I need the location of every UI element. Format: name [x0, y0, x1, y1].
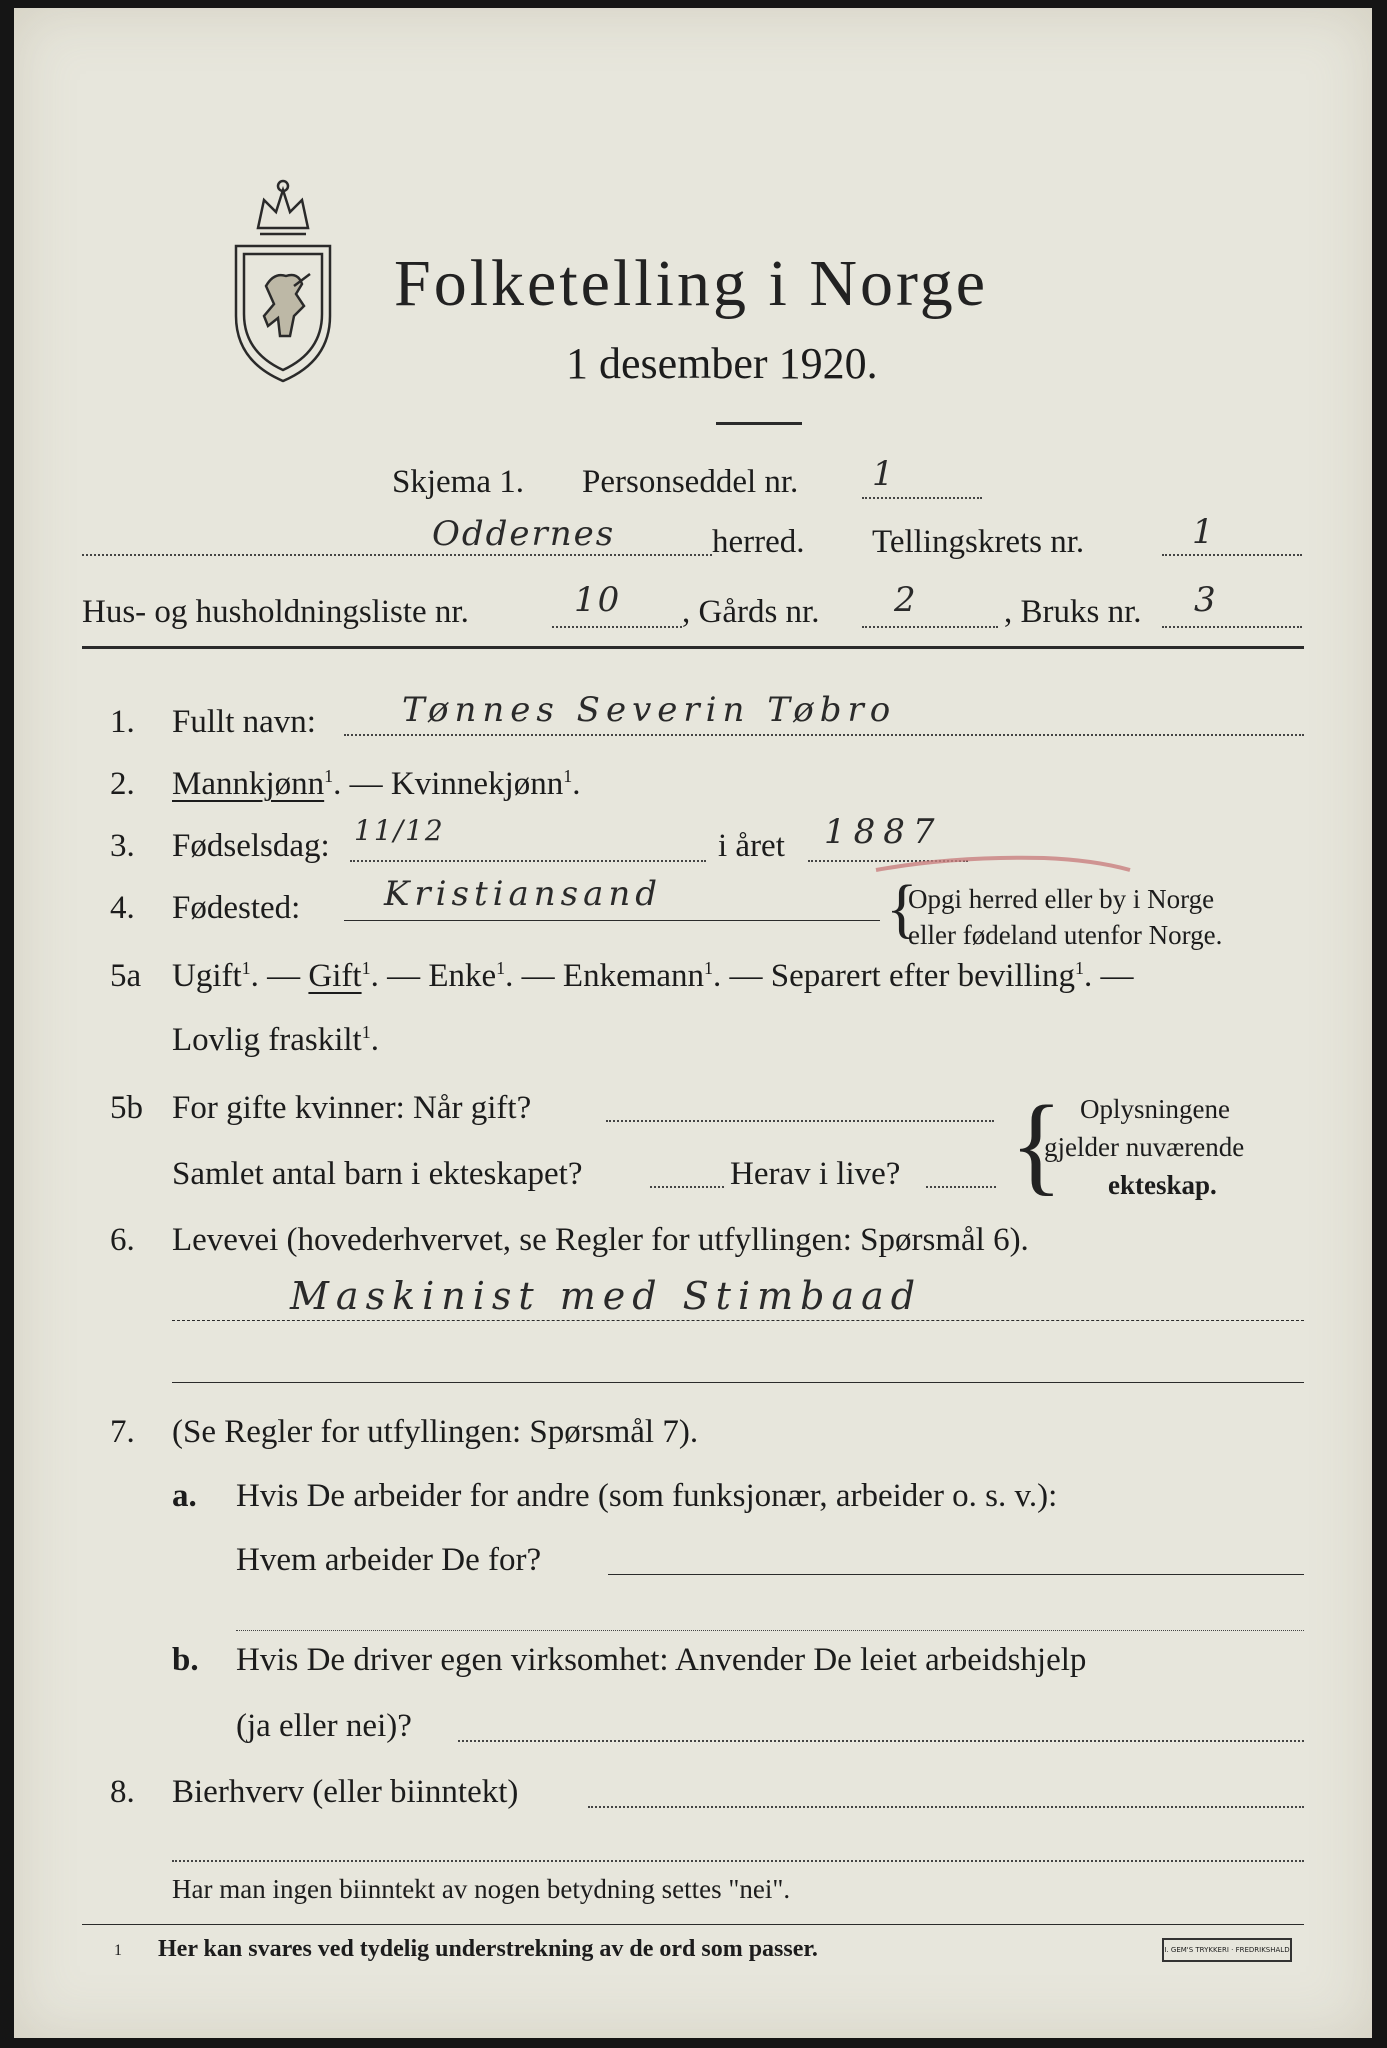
- herred-label: herred.: [712, 524, 805, 560]
- personseddel-label: Personseddel nr.: [582, 464, 799, 500]
- q1-number: 1.: [110, 704, 135, 740]
- full-name-line: [344, 734, 1304, 736]
- personseddel-value: 1: [872, 454, 896, 494]
- footnote-mark: 1: [114, 1942, 122, 1959]
- printer-stamp: I. GEM'S TRYKKERI · FREDRIKSHALD: [1162, 1938, 1292, 1962]
- q7-label: (Se Regler for utfyllingen: Spørsmål 7).: [172, 1414, 699, 1450]
- occupation-line-2: [172, 1382, 1304, 1383]
- q7a-text2: Hvem arbeider De for?: [236, 1542, 542, 1578]
- q3-number: 3.: [110, 828, 135, 864]
- q5b-note1: Oplysningene: [1080, 1094, 1230, 1124]
- q4-label: Fødested:: [172, 890, 301, 926]
- bruks-value: 3: [1194, 580, 1218, 620]
- q2-options: Mannkjønn$^1$. — Kvinnekjønn$^1$.: [172, 766, 581, 802]
- herred-line: [82, 554, 712, 556]
- form-title: Folketelling i Norge: [394, 247, 989, 320]
- birthplace-line: [344, 920, 880, 921]
- tellingskrets-line: [1162, 554, 1302, 556]
- birthplace-value: Kristiansand: [384, 874, 663, 914]
- footnote-divider: [82, 1924, 1304, 1925]
- birth-year-value: 1887: [824, 812, 943, 852]
- schema-label: Skjema 1.: [392, 464, 524, 500]
- q7a-text: Hvis De arbeider for andre (som funksjonær, arbeider o. s. v.):: [236, 1478, 1058, 1514]
- male-option: Mannkjønn: [172, 766, 325, 802]
- q7b-text2: (ja eller nei)?: [236, 1708, 412, 1744]
- q7a-letter: a.: [172, 1478, 197, 1514]
- q5a-number: 5a: [110, 958, 142, 994]
- gards-line: [862, 626, 998, 628]
- q1-label: Fullt navn:: [172, 704, 316, 740]
- q8-label: Bierhverv (eller biinntekt): [172, 1774, 519, 1810]
- no-income-note: Har man ingen biinntekt av nogen betydning settes "nei".: [172, 1874, 791, 1904]
- title-divider: [716, 422, 802, 425]
- q2-number: 2.: [110, 766, 135, 802]
- q7-number: 7.: [110, 1414, 135, 1450]
- occupation-value: Maskinist med Stimbaad: [290, 1274, 923, 1318]
- hus-label: Hus- og husholdningsliste nr.: [82, 594, 469, 630]
- q8-line: [588, 1806, 1304, 1808]
- tellingskrets-label: Tellingskrets nr.: [872, 524, 1085, 560]
- q5b-number: 5b: [110, 1090, 143, 1126]
- q5b-note3: ekteskap.: [1108, 1170, 1217, 1200]
- q6-number: 6.: [110, 1222, 135, 1258]
- q5b-note2: gjelder nuværende: [1044, 1132, 1245, 1162]
- herred-value: Oddernes: [432, 514, 616, 554]
- q7b-line: [458, 1740, 1304, 1742]
- q5b-children-line: [650, 1186, 724, 1188]
- hus-value: 10: [574, 580, 622, 620]
- q7a-employer-line: [608, 1574, 1304, 1575]
- gards-value: 2: [894, 580, 918, 620]
- q5a-options: Ugift$^1$. — Gift$^1$. — Enke$^1$. — Enkemann$^1$. — Separert efter bevilling$^1$. —: [172, 958, 1134, 994]
- gift-option: Gift: [308, 958, 362, 994]
- q4-note-line2: eller fødeland utenfor Norge.: [908, 920, 1223, 950]
- q3-label: Fødselsdag:: [172, 828, 330, 864]
- q6-label: Levevei (hovederhvervet, se Regler for utfyllingen: Spørsmål 6).: [172, 1222, 1029, 1258]
- q7a-extra-line: [236, 1630, 1304, 1631]
- q5b-children-label: Samlet antal barn i ekteskapet?: [172, 1156, 583, 1192]
- bruks-line: [1162, 626, 1302, 628]
- gards-label: , Gårds nr.: [682, 594, 820, 630]
- q5b-label: For gifte kvinner: Når gift?: [172, 1090, 532, 1126]
- section-divider: [82, 646, 1304, 649]
- q3-year-label: i året: [718, 828, 785, 864]
- footnote-text: Her kan svares ved tydelig understrekning av de ord som passer.: [158, 1936, 818, 1962]
- tellingskrets-value: 1: [1192, 512, 1216, 552]
- q8-line-2: [172, 1860, 1304, 1862]
- q5b-married-line: [606, 1120, 994, 1122]
- hus-line: [552, 626, 682, 628]
- female-option: Kvinnekjønn: [390, 766, 564, 802]
- q7b-text: Hvis De driver egen virksomhet: Anvender De leiet arbeidshjelp: [236, 1642, 1087, 1678]
- q8-number: 8.: [110, 1774, 135, 1810]
- q4-number: 4.: [110, 890, 135, 926]
- birthday-value: 11/12: [354, 814, 445, 847]
- q7b-letter: b.: [172, 1642, 199, 1678]
- full-name-value: Tønnes Severin Tøbro: [402, 690, 897, 730]
- personseddel-line: [862, 497, 982, 499]
- occupation-line-1: [172, 1320, 1304, 1321]
- q5b-alive-line: [926, 1186, 996, 1188]
- birthday-line: [350, 860, 706, 862]
- census-date: 1 desember 1920.: [566, 339, 878, 388]
- census-form-page: Folketelling i Norge 1 desember 1920. Skjema 1. Personseddel nr. 1 Oddernes herred. Tellingskrets nr. 1 Hus- og husholdningsliste nr. 10 , Gårds nr. 2 , Bruks nr. 3 1. Fullt navn: Tønnes Severin Tøbro 2. Mannkjønn$^1$. — Kvinnekjønn$^1$. 3. Fødselsdag: 11/12 i året 1887 4. Fødested: Kristiansand { Opgi herred eller by i Norge eller fødeland utenfor Norge. 5a Ugift$^1$. — Gift$^1$. — Enke$^1$. — Enkemann$^1$. — Separert efter bevilling$^1$. — Lovlig fraskilt$^1$. 5b For gifte kvinner: Når gift? Samlet antal barn i ekteskapet? Herav i live? { Oplysningene gjelder nuværende ekteskap. 6. Levevei (hovederhvervet, se Regler for utfyllingen: Spørsmål 6). Maskinist med Stimbaad 7. (Se Regler for utfyllingen: Spørsmål 7). a. Hvis De arbeider for andre (som funksjonær, arbeider o. s. v.): Hvem arbeider De for? b. Hvis De driver egen virksomhet: Anvender De leiet arbeidshjelp (ja eller nei)? 8. Bierhverv (eller biinntekt) Har man ingen biinntekt av nogen betydning settes "nei". 1 Her kan svares ved tydelig understrekning av de ord som passer. I. GEM'S TRYKKERI · FREDRIKSHALD: [14, 8, 1372, 2038]
- bruks-label: , Bruks nr.: [1004, 594, 1142, 630]
- q5b-alive-label: Herav i live?: [730, 1156, 901, 1192]
- q5a-lovlig: Lovlig fraskilt$^1$.: [172, 1022, 379, 1058]
- norwegian-coat-of-arms-icon: [224, 176, 342, 386]
- q4-note-line1: Opgi herred eller by i Norge: [908, 884, 1215, 914]
